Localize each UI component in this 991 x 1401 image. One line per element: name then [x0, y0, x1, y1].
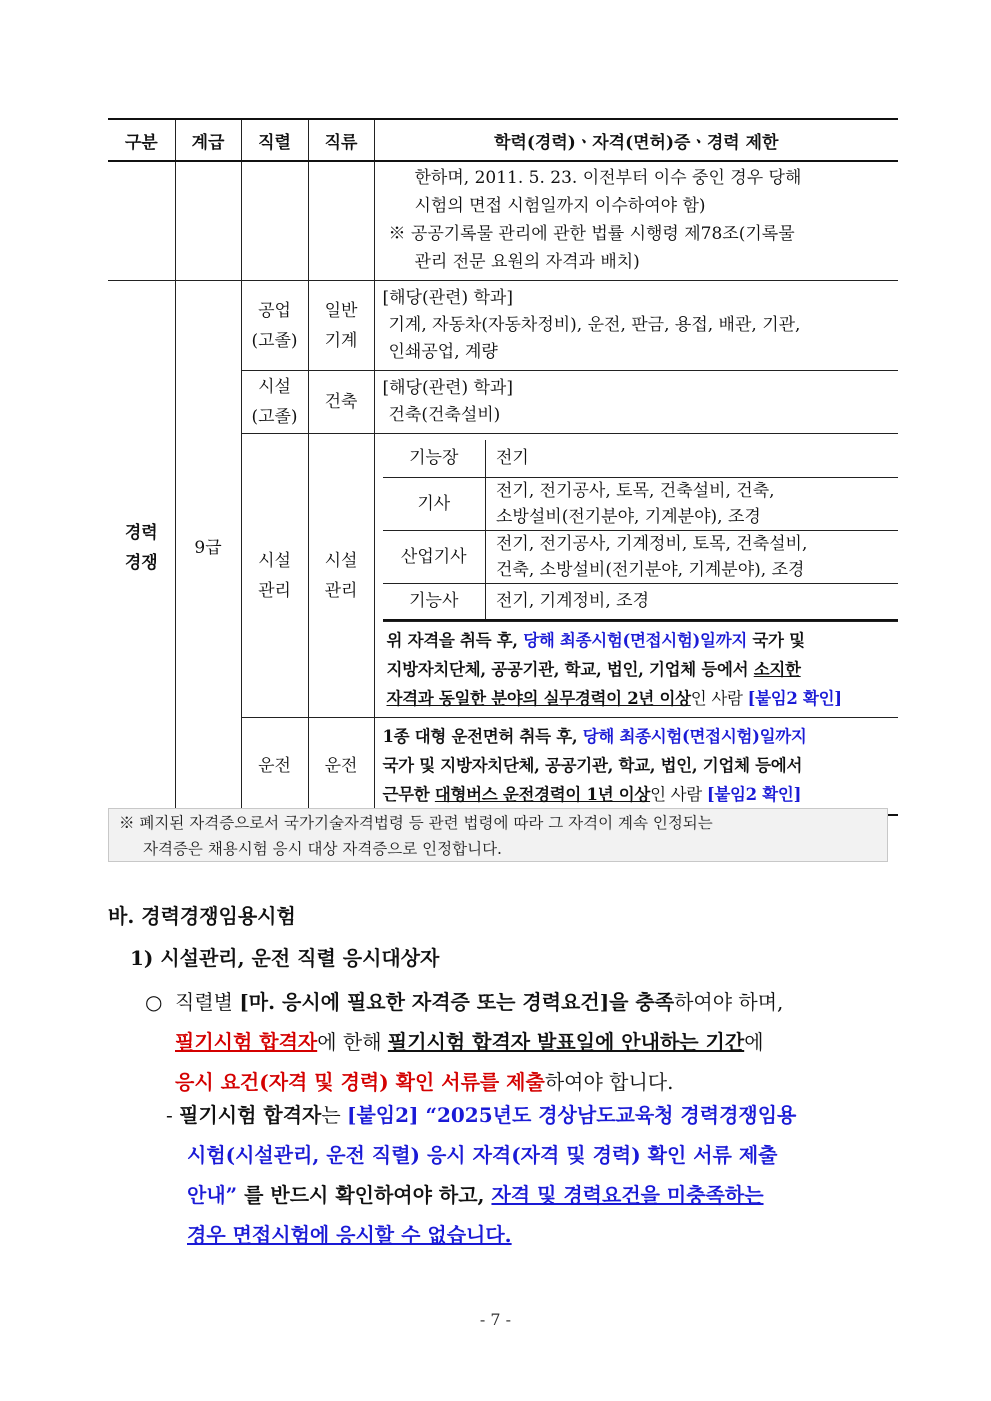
dash-bullet: - — [166, 1103, 173, 1127]
driving-condition: 1종 대형 운전면허 취득 후, 당해 최종시험(면접시험)일까지 국가 및 지방자치단체, 공공기관, 학교, 법인, 기업체 등에서 근무한 대형버스 운전경력이 1년 이상인 사람 [붙임2 확인] — [382, 727, 807, 805]
class-cell: 운전 — [308, 718, 374, 815]
license-table — [383, 440, 899, 621]
header-category: 구분 — [108, 119, 175, 161]
instruction-paragraph: ○ 직렬별 [마. 응시에 필요한 자격증 또는 경력요건]을 충족하여야 하며, 필기시험 합격자에 한해 필기시험 합격자 발표일에 안내하는 기간에 응시 요건(자격 및 경력) 확인 서류를 제출하여야 합니다. — [145, 982, 897, 1102]
header-requirements: 학력(경력)ㆍ자격(면허)증ㆍ경력 제한 — [374, 119, 898, 161]
header-grade: 계급 — [175, 119, 241, 161]
series-cell: 공업 (고졸) — [241, 281, 308, 371]
circle-bullet-icon: ○ — [145, 990, 163, 1014]
requirements-cell — [374, 434, 898, 718]
section-title: 바. 경력경쟁임용시험 — [108, 904, 296, 928]
continuation-text: 한하며, 2011. 5. 23. 이전부터 이수 중인 경우 당해 시험의 면접 시험일까지 이수하여야 함) ※ 공공기록물 관리에 관한 법률 시행령 제78조(기록물 관리 전문 요원의 자격과 배치) — [374, 161, 898, 281]
license-row: 기능장 전기 — [383, 440, 899, 477]
table-row-mechanical — [108, 281, 898, 371]
category-cell: 경력 경쟁 — [108, 281, 175, 815]
class-cell: 일반 기계 — [308, 281, 374, 371]
table-header-row — [108, 119, 898, 161]
sub-instruction-paragraph: - 필기시험 합격자는 [붙임2] “2025년도 경상남도교육청 경력경쟁임용 시험(시설관리, 운전 직렬) 응시 자격(자격 및 경력) 확인 서류 제출 안내” 를 반드시 확인하여야 하고, 자격 및 경력요건을 미충족하는 경우 면접시험에 응시할 수 없습니다. — [166, 1103, 797, 1247]
requirements-cell — [374, 718, 898, 815]
license-row: 기능사 전기, 기계정비, 조경 — [383, 583, 899, 620]
qualification-table — [108, 118, 898, 816]
grade-cell: 9급 — [175, 281, 241, 815]
note-box: ※ 폐지된 자격증으로서 국가기술자격법령 등 관련 법령에 따라 그 자격이 계속 인정되는 자격증은 채용시험 응시 대상 자격증으로 인정합니다. — [108, 808, 888, 862]
subsection-title: 1) 시설관리, 운전 직렬 응시대상자 — [130, 946, 440, 970]
series-cell: 시설 관리 — [241, 434, 308, 718]
class-cell: 건축 — [308, 371, 374, 434]
facility-condition: 위 자격을 취득 후, 당해 최종시험(면접시험)일까지 국가 및 지방자치단체, 공공기관, 학교, 법인, 기업체 등에서 소지한 자격과 동일한 분야의 실무경력이 2년 이상인 사람 [붙임2 확인] — [383, 621, 899, 717]
header-class: 직류 — [308, 119, 374, 161]
class-cell: 시설 관리 — [308, 434, 374, 718]
license-row: 기사 전기, 전기공사, 토목, 건축설비, 건축, 소방설비(전기분야, 기계분야), 조경 — [383, 477, 899, 530]
series-cell: 시설 (고졸) — [241, 371, 308, 434]
license-row: 산업기사 전기, 전기공사, 기계정비, 토목, 건축설비, 건축, 소방설비(전기분야, 기계분야), 조경 — [383, 530, 899, 583]
requirements-cell: [해당(관련) 학과] 기계, 자동차(자동차정비), 운전, 판금, 용접, 배관, 기관, 인쇄공업, 계량 — [374, 281, 898, 371]
requirements-cell: [해당(관련) 학과] 건축(건축설비) — [374, 371, 898, 434]
series-cell: 운전 — [241, 718, 308, 815]
page-number: - 7 - — [479, 1310, 512, 1329]
table-row-continuation — [108, 161, 898, 281]
header-series: 직렬 — [241, 119, 308, 161]
